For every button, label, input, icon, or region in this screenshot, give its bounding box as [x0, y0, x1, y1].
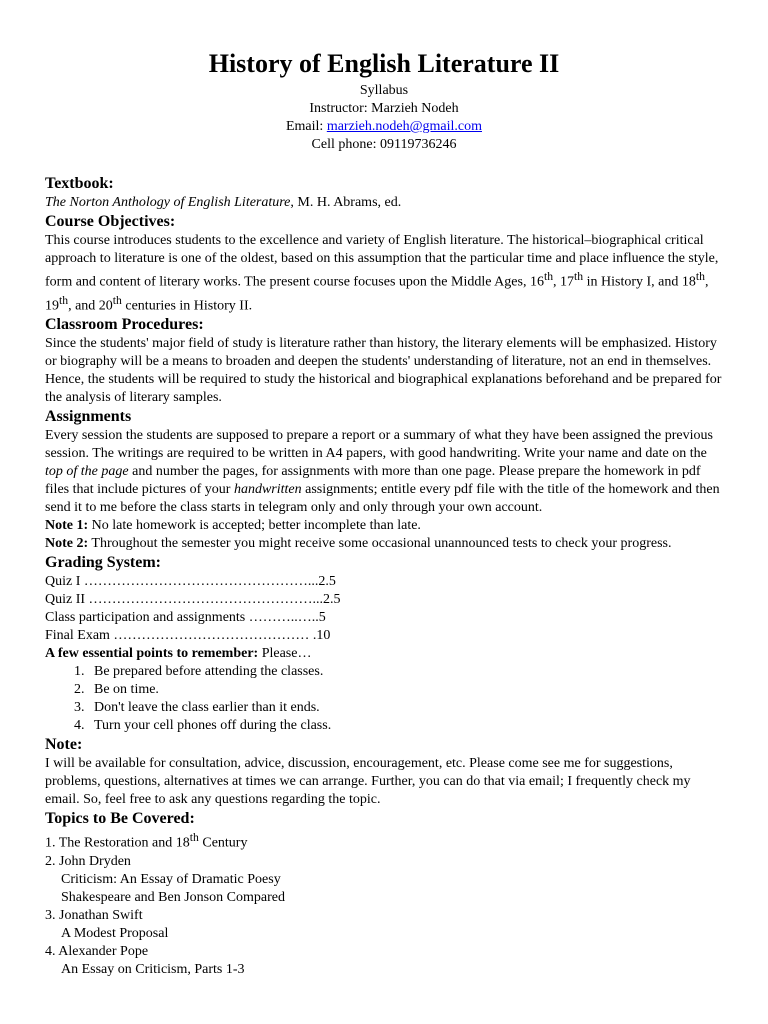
instructor-line: Instructor: Marzieh Nodeh [309, 101, 459, 116]
ordinal-suffix: th [112, 293, 122, 307]
email-label: Email: [285, 119, 327, 134]
topic-4: 4. Alexander Pope [45, 943, 149, 959]
syllabus-page [45, 48, 723, 979]
ordinal-suffix: th [189, 831, 199, 845]
objectives-section [45, 212, 723, 315]
note-1 [45, 517, 723, 535]
textbook-section [45, 174, 723, 212]
assignments-text-part: Every session the students are supposed to prepare a report or a summary of what they have been assigned the previous session. The writings are required to be written in A4 papers, with good handwriting. Write your name and date on the [45, 428, 713, 462]
grade-row-quiz-2: Quiz II …………………………………………...2.5 [45, 592, 341, 608]
assignments-heading: Assignments [45, 408, 132, 426]
textbook-heading: Textbook: [45, 175, 114, 192]
list-item: 3. Don't leave the class earlier than it ends. [88, 699, 723, 717]
grading-section [45, 553, 723, 735]
topic-4-subitem: An Essay on Criticism, Parts 1-3 [61, 961, 245, 977]
assignments-section [45, 407, 723, 553]
note-2-label: Note 2: [45, 536, 89, 552]
objectives-text-part: centuries in History II. [121, 298, 253, 314]
assignments-text-part: assignments; entitle every pdf file with the title of the homework and then send it to me before the class starts in telegram only and only through your own account. [45, 482, 720, 516]
list-item: 4. Turn your cell phones off during the class. [88, 717, 723, 735]
grade-row-participation: Class participation and assignments ………..…..5 [45, 610, 326, 626]
grade-row-quiz-1: Quiz I …………………………………………...2.5 [45, 574, 336, 590]
note-1-label: Note 1: [45, 518, 89, 534]
document-subtitle: Syllabus [359, 83, 409, 98]
topics-section [45, 809, 723, 979]
assignments-emphasis: top of the page [45, 464, 129, 480]
assignments-text [45, 427, 723, 517]
topic-3: 3. Jonathan Swift [45, 907, 143, 923]
essential-points-please: Please… [258, 646, 312, 662]
textbook-title: The Norton Anthology of English Literature [45, 195, 291, 210]
objectives-text [45, 232, 723, 315]
procedures-heading: Classroom Procedures: [45, 316, 204, 334]
textbook-author: , M. H. Abrams, ed. [290, 195, 402, 210]
note-2 [45, 535, 723, 553]
note-section [45, 735, 723, 809]
ordinal-suffix: th [543, 270, 554, 283]
note-1-text: No late homework is accepted; better incomplete than late. [88, 518, 421, 534]
procedures-text: Since the students' major field of study is literature rather than history, the literary elements will be emphasized. History or biography will be a means to broaden and deepen the students' understanding of literature, not an end in themselves. Hence, the students will be required to study the historical and biographical explanations beforehand and be prepared for the analysis of literary samples. [45, 336, 722, 406]
objectives-text-part: This course introduces students to the excellence and variety of English literature. The historical–biographical critical approach to literature is one of the oldest, based on this assumption that the particular time and place influence the style, form and content of literary works. The present course focuses upon the Middle Ages, 16 [45, 233, 719, 290]
ordinal-suffix: th [59, 293, 69, 307]
topic-1-text: Century [198, 835, 248, 851]
textbook-entry [45, 194, 723, 212]
email-link[interactable]: marzieh.nodeh@gmail.com [326, 119, 482, 134]
grading-heading: Grading System: [45, 554, 161, 572]
topic-1-text: 1. The Restoration and 18 [45, 835, 190, 851]
list-item: 2. Be on time. [88, 681, 723, 699]
phone-line: Cell phone: 09119736246 [311, 137, 457, 152]
note-2-text: Throughout the semester you might receive some occasional unannounced tests to check your progress. [88, 536, 672, 552]
topics-heading: Topics to Be Covered: [45, 810, 195, 828]
procedures-section [45, 315, 723, 407]
objectives-text-part: , 17 [553, 274, 575, 290]
topic-2-subitem: Criticism: An Essay of Dramatic Poesy [61, 871, 281, 887]
note-text: I will be available for consultation, advice, discussion, encouragement, etc. Please come see me for suggestions, problems, questions, alternatives at times we can arrange. Further, you can do that via email; I frequently check my email. So, feel free to ask any questions regarding the topic. [45, 756, 691, 808]
list-item: 1. Be prepared before attending the classes. [88, 663, 723, 681]
topic-2-subitem: Shakespeare and Ben Jonson Compared [61, 889, 285, 905]
email-line [45, 118, 723, 136]
essential-points-intro [45, 645, 723, 663]
objectives-heading: Course Objectives: [45, 213, 176, 230]
topic-3-subitem: A Modest Proposal [61, 925, 169, 941]
document-header [45, 48, 723, 154]
topic-2: 2. John Dryden [45, 853, 131, 869]
ordinal-suffix: th [695, 270, 705, 283]
note-heading: Note: [45, 736, 83, 754]
assignments-text-part: and number the pages, for assignments with more than one page. Please prepare the homework in pdf files that include pictures of your [45, 464, 701, 498]
ordinal-suffix: th [574, 270, 584, 283]
grade-row-final-exam: Final Exam …………………………………… .10 [45, 628, 331, 644]
document-title: History of English Literature II [208, 49, 560, 78]
essential-points-list [45, 663, 723, 735]
objectives-text-part: in History I, and 18 [583, 274, 696, 290]
topic-1 [45, 829, 723, 853]
objectives-text-part: , and 20 [68, 298, 113, 314]
assignments-emphasis: handwritten [233, 482, 302, 498]
objectives-text-part: , 19 [45, 274, 709, 314]
essential-points-label: A few essential points to remember: [45, 646, 259, 662]
